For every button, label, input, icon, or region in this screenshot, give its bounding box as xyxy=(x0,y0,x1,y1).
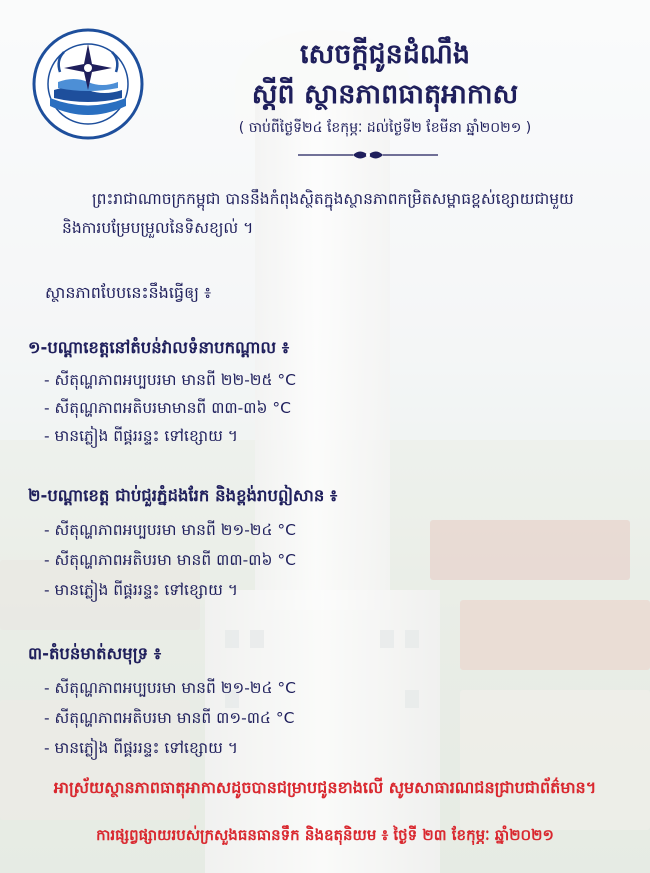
page-subject: ស្តីពី ស្ថានភាពធាតុអាកាស xyxy=(251,79,519,110)
list-item: - សីតុណ្ហភាពអប្បបរមា មានពី ២២-២៥ °C xyxy=(44,371,296,389)
forecast-lead: ស្ថានភាពបែបនេះនឹងធ្វើឲ្យ ៖ xyxy=(45,283,212,302)
intro-line: និងការបម្រែបម្រួលនៃទិសខ្យល់ ។ xyxy=(62,219,254,237)
list-item: - មានភ្លៀង ពីផ្គររន្ទះ ទៅខ្សោយ ។ xyxy=(44,581,238,599)
list-item: - សីតុណ្ហភាពអតិបរមា មានពី ៣៣-៣៦ °C xyxy=(44,551,296,569)
publisher-footer: ការផ្សព្វផ្សាយរបស់ក្រសួងធនធានទឹក និងឧតុនិយម ៖ ថ្ងៃទី ២៣ ខែកុម្ភៈ ឆ្នាំ២០២១ xyxy=(96,826,554,844)
list-item: - មានភ្លៀង ពីផ្គររន្ទះ ទៅខ្សោយ ។ xyxy=(44,739,238,757)
divider-ornament-icon xyxy=(298,148,438,162)
date-range: ( ចាប់ពីថ្ងៃទី២៤ ខែកុម្ភៈ ដល់ថ្ងៃទី២ ខែមីនា ឆ្នាំ២០២១ ) xyxy=(238,120,532,136)
section-title: ២-បណ្តាខេត្ត ជាប់ជួរភ្នំដងរែក និងខ្ពង់រាបឦសាន ៖ xyxy=(28,486,338,505)
ministry-logo xyxy=(32,28,144,140)
list-item: - សីតុណ្ហភាពអប្បបរមា មានពី ២១-២៤ °C xyxy=(44,679,296,697)
section-title: ៣-តំបន់មាត់សមុទ្រ ៖ xyxy=(28,644,162,663)
intro-paragraph xyxy=(62,185,632,243)
page-title: សេចក្តីជូនដំណឹង xyxy=(299,39,471,70)
list-item: - សីតុណ្ហភាពអតិបរមាមានពី ៣៣-៣៦ °C xyxy=(44,399,291,417)
list-item: - សីតុណ្ហភាពអប្បបរមា មានពី ២១-២៤ °C xyxy=(44,521,296,539)
public-notice: អាស្រ័យស្ថានភាពធាតុអាកាសដូចបានជម្រាបជូនខាងលើ សូមសាធារណជនជ្រាបជាព័ត៌មាន។ xyxy=(53,778,597,797)
section-title: ១-បណ្តាខេត្តនៅតំបន់វាលទំនាបកណ្តាល ៖ xyxy=(28,338,290,357)
intro-line: ព្រះរាជាណាចក្រកម្ពុជា បាននឹងកំពុងស្ថិតក្នុងស្ថានភាពកម្រិតសម្ពាធខ្ពស់ខ្សោយជាមួយ xyxy=(92,190,574,208)
list-item: - សីតុណ្ហភាពអតិបរមា មានពី ៣១-៣៤ °C xyxy=(44,709,295,727)
list-item: - មានភ្លៀង ពីផ្គររន្ទះ ទៅខ្សោយ ។ xyxy=(44,427,238,445)
